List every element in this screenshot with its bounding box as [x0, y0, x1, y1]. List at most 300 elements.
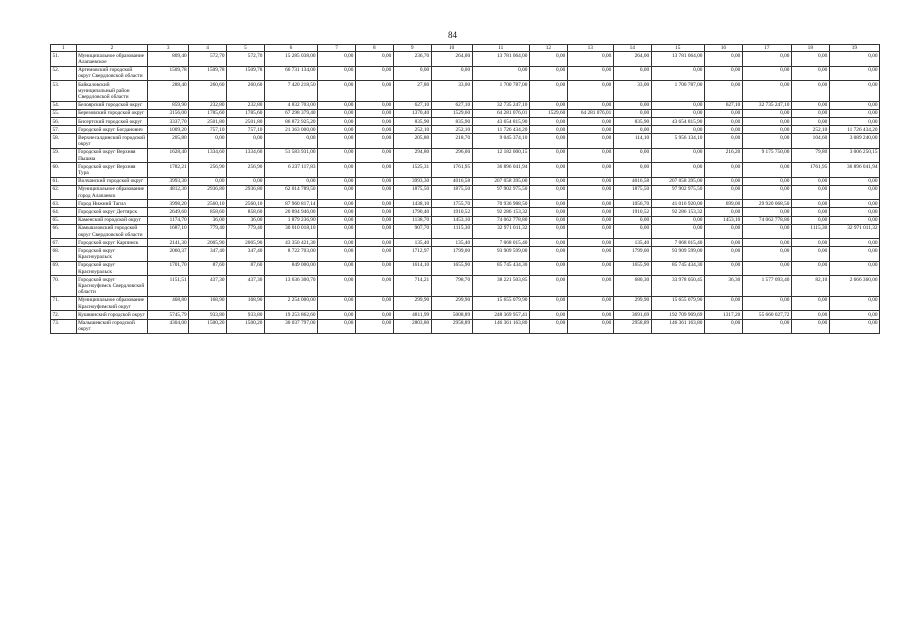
value-cell: 0,00: [318, 185, 356, 199]
value-cell: 627,10: [431, 101, 472, 109]
value-cell: 0,00: [829, 319, 879, 333]
value-cell: 0,00: [567, 216, 613, 224]
value-cell: 859,90: [148, 101, 189, 109]
value-cell: 3337,70: [148, 118, 189, 126]
value-cell: 2958,89: [613, 319, 651, 333]
municipality-name-cell: Камышловский городской округ Свердловской области: [76, 224, 148, 238]
value-cell: 15 655 079,90: [472, 296, 529, 310]
value-cell: 0,00: [529, 66, 567, 80]
value-cell: 798,70: [431, 276, 472, 297]
value-cell: 0,00: [227, 134, 265, 148]
value-cell: 288,40: [148, 81, 189, 102]
value-cell: 0,00: [791, 296, 829, 310]
value-cell: 0,00: [742, 163, 791, 177]
value-cell: 36,00: [227, 216, 265, 224]
value-cell: 0,00: [791, 261, 829, 275]
value-cell: 1761,95: [431, 163, 472, 177]
value-cell: 0,00: [704, 296, 742, 310]
value-cell: 0,00: [742, 134, 791, 148]
municipality-name-cell: Бисертский городской округ: [76, 118, 148, 126]
value-cell: 2803,80: [393, 319, 431, 333]
value-cell: 74 062 778,80: [472, 216, 529, 224]
value-cell: 135,40: [393, 239, 431, 247]
value-cell: 0,00: [472, 66, 529, 80]
value-cell: 437,30: [189, 276, 227, 297]
value-cell: 2936,80: [227, 185, 265, 199]
value-cell: 0,00: [355, 163, 393, 177]
value-cell: 0,00: [529, 276, 567, 297]
row-number-cell: 70.: [51, 276, 77, 297]
value-cell: 19 253 862,60: [264, 311, 317, 319]
value-cell: 0,00: [742, 109, 791, 117]
row-number-cell: 64.: [51, 208, 77, 216]
value-cell: 0,00: [791, 109, 829, 117]
value-cell: 33 978 050,45: [651, 276, 704, 297]
column-number-19: 19: [829, 45, 879, 52]
value-cell: 0,00: [529, 216, 567, 224]
value-cell: 87,60: [189, 261, 227, 275]
value-cell: 0,00: [567, 52, 613, 66]
value-cell: 572,70: [227, 52, 265, 66]
value-cell: 1317,20: [704, 311, 742, 319]
value-cell: 260,60: [227, 81, 265, 102]
value-cell: 64 281 076,01: [472, 109, 529, 117]
value-cell: 216,20: [704, 148, 742, 162]
value-cell: 2 666 360,00: [829, 276, 879, 297]
value-cell: 0,00: [567, 224, 613, 238]
municipality-name-cell: Муниципальное образование Красноуфимский округ: [76, 296, 148, 310]
row-number-cell: 66.: [51, 224, 77, 238]
row-number-cell: 69.: [51, 261, 77, 275]
value-cell: 0,00: [791, 52, 829, 66]
value-cell: 15 655 079,90: [651, 296, 704, 310]
value-cell: 0,00: [318, 177, 356, 185]
value-cell: 0,00: [742, 66, 791, 80]
value-cell: 1790,40: [393, 208, 431, 216]
value-cell: 1799,00: [431, 247, 472, 261]
table-row: [51, 276, 880, 297]
value-cell: 30 037 797,00: [264, 319, 317, 333]
value-cell: 168,90: [227, 296, 265, 310]
row-number-cell: 68.: [51, 247, 77, 261]
municipality-name-cell: Городской округ Красноуральск: [76, 247, 148, 261]
value-cell: 1438,10: [393, 200, 431, 208]
value-cell: 38 221 503,85: [472, 276, 529, 297]
value-cell: 680,30: [613, 276, 651, 297]
value-cell: 0,00: [567, 319, 613, 333]
value-cell: 5 956 134,10: [651, 134, 704, 148]
value-cell: 0,00: [318, 200, 356, 208]
value-cell: 0,00: [318, 261, 356, 275]
value-cell: 858,60: [189, 208, 227, 216]
value-cell: 0,00: [318, 134, 356, 148]
value-cell: 0,00: [651, 224, 704, 238]
value-cell: 0,00: [742, 296, 791, 310]
value-cell: 0,00: [529, 118, 567, 126]
value-cell: 9 175 750,00: [742, 148, 791, 162]
row-number-cell: 73.: [51, 319, 77, 333]
value-cell: 5745,79: [148, 311, 189, 319]
column-number-15: 15: [651, 45, 704, 52]
value-cell: 3691,69: [613, 311, 651, 319]
value-cell: 7 420 218,50: [264, 81, 317, 102]
value-cell: 0,00: [742, 261, 791, 275]
value-cell: 1799,00: [613, 247, 651, 261]
value-cell: 2560,10: [227, 200, 265, 208]
value-cell: 2501,80: [227, 118, 265, 126]
value-cell: 1115,30: [791, 224, 829, 238]
value-cell: 87,60: [227, 261, 265, 275]
value-cell: 0,00: [529, 81, 567, 102]
table-row: [51, 247, 880, 261]
value-cell: 92 286 153,32: [472, 208, 529, 216]
value-cell: 0,00: [651, 101, 704, 109]
value-cell: 97 902 975,50: [651, 185, 704, 199]
value-cell: 0,00: [355, 319, 393, 333]
value-cell: 0,00: [567, 185, 613, 199]
value-cell: 1701,70: [148, 261, 189, 275]
value-cell: 0,00: [355, 52, 393, 66]
value-cell: 0,00: [791, 200, 829, 208]
column-number-4: 4: [189, 45, 227, 52]
housing-program-table: [50, 44, 880, 334]
value-cell: 74 062 778,80: [742, 216, 791, 224]
value-cell: 0,00: [791, 319, 829, 333]
value-cell: 0,00: [355, 296, 393, 310]
value-cell: 0,00: [529, 126, 567, 134]
value-cell: 0,00: [829, 247, 879, 261]
value-cell: 1174,70: [148, 216, 189, 224]
value-cell: 0,00: [567, 200, 613, 208]
value-cell: 0,00: [393, 66, 431, 80]
value-cell: 0,00: [529, 177, 567, 185]
municipality-name-cell: Городской округ Верхняя Пышма: [76, 148, 148, 162]
value-cell: 0,00: [613, 101, 651, 109]
column-number-10: 10: [431, 45, 472, 52]
value-cell: 0,00: [742, 126, 791, 134]
value-cell: 70 936 988,50: [472, 200, 529, 208]
table-row: [51, 134, 880, 148]
table-row: [51, 224, 880, 238]
value-cell: 1 700 787,00: [651, 81, 704, 102]
value-cell: 0,00: [264, 177, 317, 185]
value-cell: 1529,60: [431, 109, 472, 117]
value-cell: 0,00: [567, 261, 613, 275]
value-cell: 0,00: [791, 239, 829, 247]
row-number-cell: 59.: [51, 148, 77, 162]
value-cell: 0,00: [742, 239, 791, 247]
row-number-cell: 72.: [51, 311, 77, 319]
value-cell: 4811,99: [393, 311, 431, 319]
value-cell: 299,90: [393, 296, 431, 310]
value-cell: 0,00: [567, 101, 613, 109]
value-cell: 572,70: [189, 52, 227, 66]
value-cell: 3156,00: [148, 109, 189, 117]
row-number-cell: 71.: [51, 296, 77, 310]
value-cell: 0,00: [651, 216, 704, 224]
municipality-name-cell: Городской округ Дегтярск: [76, 208, 148, 216]
value-cell: 907,70: [393, 224, 431, 238]
value-cell: 0,00: [529, 52, 567, 66]
row-number-cell: 58.: [51, 134, 77, 148]
row-number-cell: 67.: [51, 239, 77, 247]
value-cell: 0,00: [829, 216, 879, 224]
value-cell: 1655,90: [613, 261, 651, 275]
column-number-11: 11: [472, 45, 529, 52]
value-cell: 82,10: [791, 276, 829, 297]
value-cell: 0,00: [704, 109, 742, 117]
value-cell: 0,00: [529, 247, 567, 261]
value-cell: 3 089 240,00: [829, 134, 879, 148]
municipality-name-cell: Волчанский городской округ: [76, 177, 148, 185]
value-cell: 757,10: [227, 126, 265, 134]
value-cell: 0,00: [613, 163, 651, 177]
municipality-name-cell: Верхнесалдинский городской округ: [76, 134, 148, 148]
value-cell: 135,40: [431, 239, 472, 247]
municipality-name-cell: Байкаловский муниципальный район Свердловской области: [76, 81, 148, 102]
value-cell: 256,90: [189, 163, 227, 177]
column-number-5: 5: [227, 45, 265, 52]
page-number: 84: [448, 30, 457, 40]
value-cell: 0,00: [704, 177, 742, 185]
value-cell: 0,00: [529, 200, 567, 208]
value-cell: 0,00: [355, 200, 393, 208]
table-row: [51, 319, 880, 333]
value-cell: 0,00: [318, 208, 356, 216]
table-row: [51, 296, 880, 310]
value-cell: 168,90: [189, 296, 227, 310]
municipality-name-cell: Городской округ Верхняя Тура: [76, 163, 148, 177]
value-cell: 2141,30: [148, 239, 189, 247]
value-cell: 3993,30: [393, 177, 431, 185]
value-cell: 0,00: [829, 81, 879, 102]
value-cell: 11 726 434,20: [829, 126, 879, 134]
value-cell: 1614,10: [393, 261, 431, 275]
value-cell: 146 361 163,80: [651, 319, 704, 333]
municipality-name-cell: Муниципальное образование Алапаевское: [76, 52, 148, 66]
value-cell: 135,40: [613, 239, 651, 247]
column-number-13: 13: [567, 45, 613, 52]
value-cell: 0,00: [829, 239, 879, 247]
value-cell: 92 286 153,32: [651, 208, 704, 216]
value-cell: 32 971 011,32: [829, 224, 879, 238]
row-number-cell: 60.: [51, 163, 77, 177]
value-cell: 0,00: [355, 148, 393, 162]
value-cell: 0,00: [355, 177, 393, 185]
value-cell: 0,00: [829, 261, 879, 275]
value-cell: 0,00: [529, 311, 567, 319]
value-cell: 1785,60: [189, 109, 227, 117]
row-number-cell: 52.: [51, 66, 77, 80]
column-number-16: 16: [704, 45, 742, 52]
value-cell: 12 182 000,15: [472, 148, 529, 162]
value-cell: 0,00: [318, 239, 356, 247]
column-number-9: 9: [393, 45, 431, 52]
value-cell: 0,00: [567, 177, 613, 185]
value-cell: 0,00: [355, 126, 393, 134]
value-cell: 296,00: [431, 148, 472, 162]
value-cell: 0,00: [567, 81, 613, 102]
value-cell: 36,00: [189, 216, 227, 224]
row-number-cell: 56.: [51, 118, 77, 126]
value-cell: 0,00: [355, 134, 393, 148]
value-cell: 67 298 379,40: [264, 109, 317, 117]
value-cell: 1500,20: [189, 319, 227, 333]
value-cell: 0,00: [613, 126, 651, 134]
column-number-6: 6: [264, 45, 317, 52]
value-cell: 85 745 434,30: [472, 261, 529, 275]
value-cell: 858,60: [227, 208, 265, 216]
value-cell: 13 781 064,00: [472, 52, 529, 66]
value-cell: 0,00: [318, 296, 356, 310]
value-cell: 933,80: [227, 311, 265, 319]
table-row: [51, 126, 880, 134]
value-cell: 248 369 957,41: [472, 311, 529, 319]
value-cell: 0,00: [355, 101, 393, 109]
value-cell: 0,00: [318, 276, 356, 297]
value-cell: 0,00: [704, 52, 742, 66]
value-cell: 7 068 015,40: [472, 239, 529, 247]
value-cell: 0,00: [791, 177, 829, 185]
value-cell: 0,00: [791, 208, 829, 216]
value-cell: 933,80: [189, 311, 227, 319]
value-cell: 11 726 434,20: [472, 126, 529, 134]
value-cell: 0,00: [318, 109, 356, 117]
value-cell: 6 237 117,83: [264, 163, 317, 177]
value-cell: 0,00: [529, 134, 567, 148]
municipality-name-cell: Малышевский городской округ: [76, 319, 148, 333]
value-cell: 0,00: [791, 101, 829, 109]
value-cell: 0,00: [355, 239, 393, 247]
value-cell: 13 781 064,00: [651, 52, 704, 66]
value-cell: 0,00: [318, 81, 356, 102]
value-cell: 347,40: [189, 247, 227, 261]
value-cell: 1334,60: [227, 148, 265, 162]
value-cell: 1525,31: [393, 163, 431, 177]
value-cell: 0,00: [704, 239, 742, 247]
value-cell: 0,00: [829, 185, 879, 199]
value-cell: 0,00: [567, 311, 613, 319]
value-cell: 0,00: [704, 208, 742, 216]
value-cell: 79,80: [791, 148, 829, 162]
value-cell: 0,00: [829, 200, 879, 208]
value-cell: 0,00: [613, 109, 651, 117]
row-number-cell: 62.: [51, 185, 77, 199]
value-cell: 0,00: [567, 126, 613, 134]
column-number-12: 12: [529, 45, 567, 52]
value-cell: 299,90: [613, 296, 651, 310]
value-cell: 0,00: [318, 224, 356, 238]
value-cell: 0,00: [829, 118, 879, 126]
value-cell: 2936,80: [189, 185, 227, 199]
value-cell: 0,00: [651, 66, 704, 80]
value-cell: 2060,37: [148, 247, 189, 261]
value-cell: 2005,90: [227, 239, 265, 247]
value-cell: 232,80: [227, 101, 265, 109]
value-cell: 0,00: [318, 118, 356, 126]
value-cell: 86 872 925,20: [264, 118, 317, 126]
value-cell: 252,10: [791, 126, 829, 134]
value-cell: 0,00: [829, 296, 879, 310]
value-cell: 1875,50: [613, 185, 651, 199]
value-cell: 260,60: [189, 81, 227, 102]
value-cell: 43 654 815,90: [472, 118, 529, 126]
table-body: [51, 52, 880, 334]
value-cell: 207 058 395,00: [651, 177, 704, 185]
column-number-17: 17: [742, 45, 791, 52]
value-cell: 5008,89: [431, 311, 472, 319]
value-cell: 0,00: [567, 134, 613, 148]
value-cell: 0,00: [829, 109, 879, 117]
column-number-2: 2: [76, 45, 148, 52]
value-cell: 7 068 015,40: [651, 239, 704, 247]
value-cell: 32 735 247,10: [742, 101, 791, 109]
value-cell: 1453,10: [431, 216, 472, 224]
row-number-cell: 54.: [51, 101, 77, 109]
value-cell: 66 731 134,00: [264, 66, 317, 80]
value-cell: 0,00: [355, 311, 393, 319]
row-number-cell: 53.: [51, 81, 77, 102]
column-number-header-row: [51, 45, 880, 52]
value-cell: 1755,70: [431, 200, 472, 208]
value-cell: 0,00: [742, 81, 791, 102]
table-row: [51, 118, 880, 126]
value-cell: 294,80: [393, 148, 431, 162]
value-cell: 0,00: [318, 216, 356, 224]
value-cell: 0,00: [355, 118, 393, 126]
value-cell: 0,00: [355, 276, 393, 297]
value-cell: 0,00: [355, 261, 393, 275]
table-row: [51, 216, 880, 224]
value-cell: 236,70: [393, 52, 431, 66]
column-number-1: 1: [51, 45, 77, 52]
value-cell: 87 960 817,14: [264, 200, 317, 208]
value-cell: 0,00: [355, 66, 393, 80]
value-cell: 0,00: [189, 134, 227, 148]
value-cell: 3998,20: [148, 200, 189, 208]
value-cell: 0,00: [651, 163, 704, 177]
table-row: [51, 239, 880, 247]
value-cell: 13 636 300,70: [264, 276, 317, 297]
value-cell: 699,00: [704, 200, 742, 208]
municipality-name-cell: Городской округ Красноуральск: [76, 261, 148, 275]
table-row: [51, 185, 880, 199]
value-cell: 1 700 787,00: [472, 81, 529, 102]
value-cell: 2958,89: [431, 319, 472, 333]
value-cell: 207 058 395,00: [472, 177, 529, 185]
value-cell: 0,00: [355, 208, 393, 216]
value-cell: 264,00: [613, 52, 651, 66]
value-cell: 0,00: [318, 311, 356, 319]
value-cell: 41 016 920,00: [651, 200, 704, 208]
value-cell: 1687,10: [148, 224, 189, 238]
municipality-name-cell: Каменский городской округ: [76, 216, 148, 224]
value-cell: 62 014 789,50: [264, 185, 317, 199]
value-cell: 0,00: [613, 216, 651, 224]
table-row: [51, 261, 880, 275]
value-cell: 1056,70: [613, 200, 651, 208]
value-cell: 0,00: [742, 224, 791, 238]
value-cell: 0,00: [613, 66, 651, 80]
value-cell: 1138,70: [393, 216, 431, 224]
value-cell: 299,90: [431, 296, 472, 310]
value-cell: 0,00: [355, 247, 393, 261]
table-row: [51, 163, 880, 177]
value-cell: 468,80: [148, 296, 189, 310]
value-cell: 0,00: [791, 216, 829, 224]
value-cell: 0,00: [318, 66, 356, 80]
value-cell: 0,00: [529, 148, 567, 162]
